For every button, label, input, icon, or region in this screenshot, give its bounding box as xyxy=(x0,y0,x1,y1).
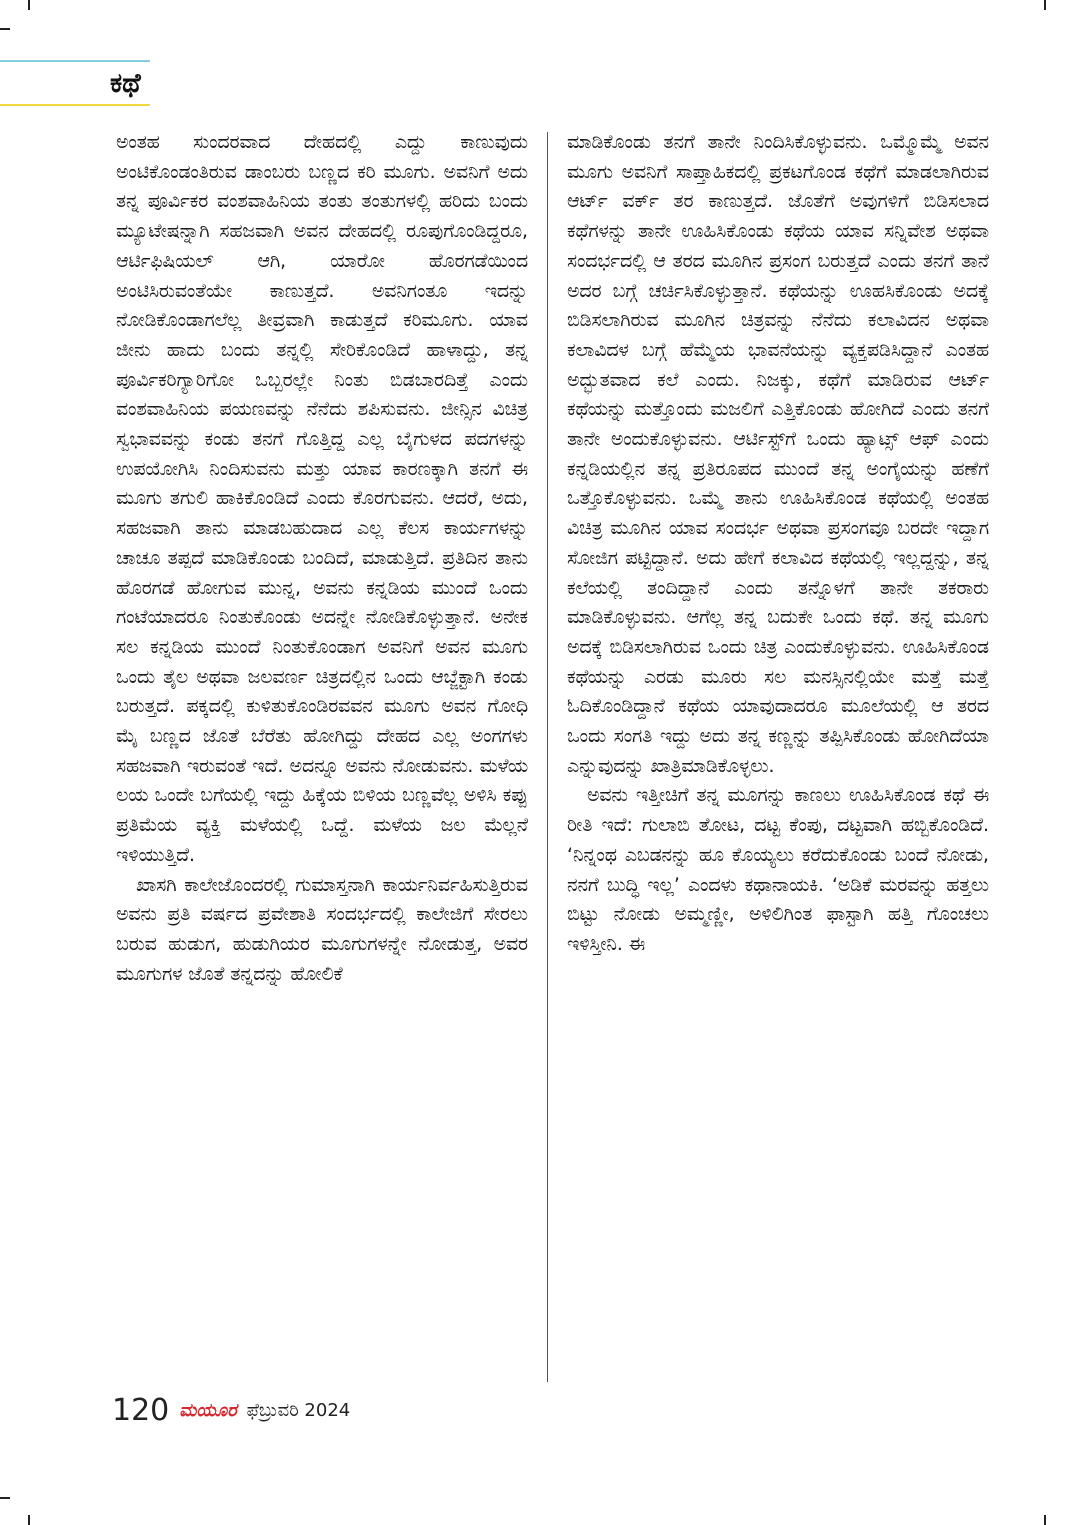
crop-mark-bottom-right xyxy=(1044,1515,1046,1525)
section-label: ಕಥೆ xyxy=(110,68,141,99)
section-rule-bottom xyxy=(0,104,150,106)
paragraph: ಅವನು ಇತ್ತೀಚಿಗೆ ತನ್ನ ಮೂಗನ್ನು ಕಾಣಲು ಊಹಿಸಿಕೊಂಡ ಕಥೆ ಈ ರೀತಿ ಇದೆ: ಗುಲಾಬಿ ತೋಟ, ದಟ್ಟ ಕೆಂಪು, ದಟ್ಟವಾಗಿ ಹಬ್ಬಿಕೊಂಡಿದೆ. ‘ನಿನ್ನಂಥ ಎಬಡನನ್ನು ಹೂ ಕೊಯ್ಯಲು ಕರೆದುಕೊಂಡು ಬಂದೆ ನೋಡು, ನನಗೆ ಬುದ್ಧಿ ಇಲ್ಲ’ ಎಂದಳು ಕಥಾನಾಯಕಿ. ‘ಅಡಿಕೆ ಮರವನ್ನು ಹತ್ತಲು ಬಿಟ್ಟು ನೋಡು ಅಮ್ಮಣ್ಣೀ, ಅಳಿಲಿಗಿಂತ ಫಾಸ್ಟಾಗಿ ಹತ್ತಿ ಗೊಂಚಲು ಇಳಿಸ್ತೀನಿ. ಈ xyxy=(567,785,989,955)
crop-mark-left-top xyxy=(0,28,10,30)
crop-mark-left-bottom xyxy=(0,1497,10,1499)
crop-mark-bottom-left xyxy=(28,1515,30,1525)
article-column-right xyxy=(567,128,989,1382)
paragraph: ಅಂತಹ ಸುಂದರವಾದ ದೇಹದಲ್ಲಿ ಎದ್ದು ಕಾಣುವುದು ಅಂಟಿಕೊಂಡಂತಿರುವ ಡಾಂಬರು ಬಣ್ಣದ ಕರಿ ಮೂಗು. ಅವನಿಗೆ ಅದು ತನ್ನ ಪೂರ್ವಿಕರ ವಂಶವಾಹಿನಿಯ ತಂತು ತಂತುಗಳಲ್ಲಿ ಹರಿದು ಬಂದು ಮ್ಯೂಟೇಷನ್ನಾಗಿ ಸಹಜವಾಗಿ ಅವನ ದೇಹದಲ್ಲಿ ರೂಪುಗೊಂಡಿದ್ದರೂ, ಆರ್ಟಿಫಿಷಿಯಲ್ ಆಗಿ, ಯಾರೋ ಹೊರಗಡೆಯಿಂದ ಅಂಟಿಸಿರುವಂತೆಯೇ ಕಾಣುತ್ತದೆ. ಅವನಿಗಂತೂ ಇದನ್ನು ನೋಡಿಕೊಂಡಾಗಲೆಲ್ಲ ತೀವ್ರವಾಗಿ ಕಾಡುತ್ತದೆ ಕರಿಮೂಗು. ಯಾವ ಜೀನು ಹಾದು ಬಂದು ತನ್ನಲ್ಲಿ ಸೇರಿಕೊಂಡಿದೆ ಹಾಳಾದ್ದು, ತನ್ನ ಪೂರ್ವಿಕರಿಗ್ಯಾರಿಗೋ ಒಬ್ಬರಲ್ಲೇ ನಿಂತು ಬಿಡಬಾರದಿತ್ತೆ ಎಂದು ವಂಶವಾಹಿನಿಯ ಪಯಣವನ್ನು ನೆನೆದು ಶಪಿಸುವನು. ಜೀನ್ಸಿನ ವಿಚಿತ್ರ ಸ್ವಭಾವವನ್ನು ಕಂಡು ತನಗೆ ಗೊತ್ತಿದ್ದ ಎಲ್ಲ ಬೈಗುಳದ ಪದಗಳನ್ನು ಉಪಯೋಗಿಸಿ ನಿಂದಿಸುವನು ಮತ್ತು ಯಾವ ಕಾರಣಕ್ಕಾಗಿ ತನಗೆ ಈ ಮೂಗು ತಗುಲಿ ಹಾಕಿಕೊಂಡಿದೆ ಎಂದು ಕೊರಗುವನು. ಆದರೆ, ಅದು, ಸಹಜವಾಗಿ ತಾನು ಮಾಡಬಹುದಾದ ಎಲ್ಲ ಕೆಲಸ ಕಾರ್ಯಗಳನ್ನು ಚಾಚೂ ತಪ್ಪದೆ ಮಾಡಿಕೊಂಡು ಬಂದಿದೆ, ಮಾಡುತ್ತಿದೆ. ಪ್ರತಿದಿನ ತಾನು ಹೊರಗಡೆ ಹೋಗುವ ಮುನ್ನ, ಅವನು ಕನ್ನಡಿಯ ಮುಂದೆ ಒಂದು ಗಂಟೆಯಾದರೂ ನಿಂತುಕೊಂಡು ಅದನ್ನೇ ನೋಡಿಕೊಳ್ಳುತ್ತಾನೆ. ಅನೇಕ ಸಲ ಕನ್ನಡಿಯ ಮುಂದೆ ನಿಂತುಕೊಂಡಾಗ ಅವನಿಗೆ ಅವನ ಮೂಗು ಒಂದು ತೈಲ ಅಥವಾ ಜಲವರ್ಣ ಚಿತ್ರದಲ್ಲಿನ ಒಂದು ಆಬ್ಜೆಕ್ಟಾಗಿ ಕಂಡು ಬರುತ್ತದೆ. ಪಕ್ಕದಲ್ಲಿ ಕುಳಿತುಕೊಂಡಿರವವನ ಮೂಗು ಅವನ ಗೋಧಿ ಮೈ ಬಣ್ಣದ ಜೊತೆ ಬೆರೆತು ಹೋಗಿದ್ದು ದೇಹದ ಎಲ್ಲ ಅಂಗಗಳು ಸಹಜವಾಗಿ ಇರುವಂತೆ ಇದೆ. ಅದನ್ನೂ ಅವನು ನೋಡುವನು. ಮಳೆಯ ಲಯ ಒಂದೇ ಬಗೆಯಲ್ಲಿ ಇದ್ದು ಹಿಕ್ಕೆಯ ಬಿಳಿಯ ಬಣ್ಣವೆಲ್ಲ ಅಳಿಸಿ ಕಪ್ಪು ಪ್ರತಿಮೆಯ ವ್ಯಕ್ತಿ ಮಳೆಯಲ್ಲಿ ಒದ್ದೆ. ಮಳೆಯ ಜಲ ಮೆಲ್ಲನೆ ಇಳಿಯುತ್ತಿದೆ. xyxy=(116,132,528,866)
crop-mark-top-left xyxy=(28,0,30,10)
section-rule-top xyxy=(0,60,150,62)
page-footer xyxy=(112,1390,350,1430)
magazine-logo: ಮಯೂರ xyxy=(179,1399,237,1421)
paragraph: ಮಾಡಿಕೊಂಡು ತನಗೆ ತಾನೇ ನಿಂದಿಸಿಕೊಳ್ಳುವನು. ಒಮ್ಮೊಮ್ಮೆ ಅವನ ಮೂಗು ಅವನಿಗೆ ಸಾಪ್ತಾಹಿಕದಲ್ಲಿ ಪ್ರಕಟಗೊಂಡ ಕಥೆಗೆ ಮಾಡಲಾಗಿರುವ ಆರ್ಟ್ ವರ್ಕ್ ತರ ಕಾಣುತ್ತದೆ. ಜೊತೆಗೆ ಅವುಗಳಿಗೆ ಬಿಡಿಸಲಾದ ಕಥೆಗಳನ್ನು ತಾನೇ ಊಹಿಸಿಕೊಂಡು ಕಥೆಯ ಯಾವ ಸನ್ನಿವೇಶ ಅಥವಾ ಸಂದರ್ಭದಲ್ಲಿ ಆ ತರದ ಮೂಗಿನ ಪ್ರಸಂಗ ಬರುತ್ತದೆ ಎಂದು ತನಗೆ ತಾನೆ ಅದರ ಬಗ್ಗೆ ಚರ್ಚಿಸಿಕೊಳ್ಳುತ್ತಾನೆ. ಕಥೆಯನ್ನು ಊಹಸಿಕೊಂಡು ಅದಕ್ಕೆ ಬಿಡಿಸಲಾಗಿರುವ ಮೂಗಿನ ಚಿತ್ರವನ್ನು ನೆನೆದು ಕಲಾವಿದನ ಅಥವಾ ಕಲಾವಿದಳ ಬಗ್ಗೆ ಹೆಮ್ಮೆಯ ಭಾವನೆಯನ್ನು ವ್ಯಕ್ತಪಡಿಸಿದ್ದಾನೆ ಎಂತಹ ಅದ್ಭುತವಾದ ಕಲೆ ಎಂದು. ನಿಜಕ್ಕು, ಕಥೆಗೆ ಮಾಡಿರುವ ಆರ್ಟ್ ಕಥೆಯನ್ನು ಮತ್ತೊಂದು ಮಜಲಿಗೆ ಎತ್ತಿಕೊಂಡು ಹೋಗಿದೆ ಎಂದು ತನಗೆ ತಾನೇ ಅಂದುಕೊಳ್ಳುವನು. ಆರ್ಟಿಸ್ಟ್‌ಗೆ ಒಂದು ಹ್ಯಾಟ್ಸ್ ಆಫ್ ಎಂದು ಕನ್ನಡಿಯಲ್ಲಿನ ತನ್ನ ಪ್ರತಿರೂಪದ ಮುಂದೆ ತನ್ನ ಅಂಗೈಯನ್ನು ಹಣೆಗೆ ಒತ್ತೊಕೊಳ್ಳುವನು. ಒಮ್ಮೆ ತಾನು ಊಹಿಸಿಕೊಂಡ ಕಥೆಯಲ್ಲಿ ಅಂತಹ ವಿಚಿತ್ರ ಮೂಗಿನ ಯಾವ ಸಂದರ್ಭ ಅಥವಾ ಪ್ರಸಂಗವೂ ಬರದೇ ಇದ್ದಾಗ ಸೋಜಿಗ ಪಟ್ಟಿದ್ದಾನೆ. ಅದು ಹೇಗೆ ಕಲಾವಿದ ಕಥೆಯಲ್ಲಿ ಇಲ್ಲದ್ದನ್ನು, ತನ್ನ ಕಲೆಯಲ್ಲಿ ತಂದಿದ್ದಾನೆ ಎಂದು ತನ್ನೊಳಗೆ ತಾನೇ ತಕರಾರು ಮಾಡಿಕೊಳ್ಳುವನು. ಆಗೆಲ್ಲ ತನ್ನ ಬದುಕೇ ಒಂದು ಕಥೆ. ತನ್ನ ಮೂಗು ಅದಕ್ಕೆ ಬಿಡಿಸಲಾಗಿರುವ ಒಂದು ಚಿತ್ರ ಎಂದುಕೊಳ್ಳುವನು. ಊಹಿಸಿಕೊಂಡ ಕಥೆಯನ್ನು ಎರಡು ಮೂರು ಸಲ ಮನಸ್ಸಿನಲ್ಲಿಯೇ ಮತ್ತೆ ಮತ್ತೆ ಓದಿಕೊಂಡಿದ್ದಾನೆ ಕಥೆಯ ಯಾವುದಾದರೂ ಮೂಲೆಯಲ್ಲಿ ಆ ತರದ ಒಂದು ಸಂಗತಿ ಇದ್ದು ಅದು ತನ್ನ ಕಣ್ಣನ್ನು ತಪ್ಪಿಸಿಕೊಂಡು ಹೋಗಿದೆಯಾ ಎನ್ನುವುದನ್ನು ಖಾತ್ರಿಮಾಡಿಕೊಳ್ಳಲು. xyxy=(567,132,989,777)
paragraph: ಖಾಸಗಿ ಕಾಲೇಜೊಂದರಲ್ಲಿ ಗುಮಾಸ್ತನಾಗಿ ಕಾರ್ಯನಿರ್ವಹಿಸುತ್ತಿರುವ ಅವನು ಪ್ರತಿ ವರ್ಷದ ಪ್ರವೇಶಾತಿ ಸಂದರ್ಭದಲ್ಲಿ ಕಾಲೇಜಿಗೆ ಸೇರಲು ಬರುವ ಹುಡುಗ, ಹುಡುಗಿಯರ ಮೂಗುಗಳನ್ನೇ ನೋಡುತ್ತ, ಅವರ ಮೂಗುಗಳ ಜೊತೆ ತನ್ನದನ್ನು ಹೋಲಿಕೆ xyxy=(116,874,528,985)
article-column-left xyxy=(116,128,528,1382)
issue-date: ಫೆಬ್ರುವರಿ 2024 xyxy=(246,1399,351,1421)
page-number: 120 xyxy=(112,1392,170,1428)
crop-mark-top-right xyxy=(1044,0,1046,10)
column-divider xyxy=(547,132,548,1382)
